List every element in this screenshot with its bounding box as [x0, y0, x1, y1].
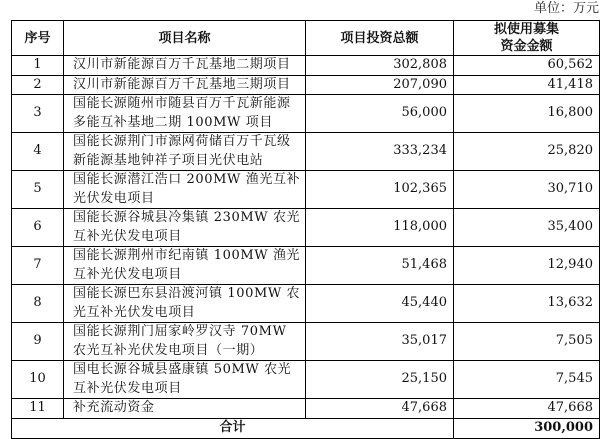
header-total-investment: 项目投资总额 [306, 21, 454, 56]
table-row [12, 171, 600, 209]
row-no: 3 [12, 95, 64, 133]
row-no: 10 [12, 361, 64, 399]
row-project-name: 汉川市新能源百万千瓦基地二期项目 [64, 56, 306, 76]
header-project-name: 项目名称 [64, 21, 306, 56]
row-total-investment: 35,017 [306, 323, 454, 361]
row-raised-funds: 60,562 [454, 56, 600, 76]
total-row [12, 418, 600, 438]
row-project-name: 国能长源荆门屈家岭罗汉寺 70MW 农光互补光伏发电项目（一期） [64, 323, 306, 361]
table-row [12, 247, 600, 285]
row-total-investment: 102,365 [306, 171, 454, 209]
header-raised-funds [454, 21, 600, 56]
row-total-investment: 47,668 [306, 399, 454, 419]
row-raised-funds: 25,820 [454, 133, 600, 171]
row-total-investment: 118,000 [306, 209, 454, 247]
row-total-investment: 56,000 [306, 95, 454, 133]
row-raised-funds: 30,710 [454, 171, 600, 209]
row-raised-funds: 7,505 [454, 323, 600, 361]
row-no: 5 [12, 171, 64, 209]
row-total-investment: 25,150 [306, 361, 454, 399]
row-raised-funds: 41,418 [454, 75, 600, 95]
table-row [12, 285, 600, 323]
row-project-name: 国能长源随州市随县百万千瓦新能源多能互补基地二期 100MW 项目 [64, 95, 306, 133]
row-raised-funds: 7,545 [454, 361, 600, 399]
row-total-investment: 333,234 [306, 133, 454, 171]
header-raised-funds-line1: 拟使用募集 [493, 22, 559, 37]
row-no: 8 [12, 285, 64, 323]
table-row [12, 56, 600, 76]
row-total-investment: 45,440 [306, 285, 454, 323]
row-total-investment: 207,090 [306, 75, 454, 95]
row-raised-funds: 47,668 [454, 399, 600, 419]
unit-label: 单位：万元 [533, 1, 599, 16]
row-total-investment: 302,808 [306, 56, 454, 76]
row-no: 11 [12, 399, 64, 419]
row-project-name: 国能长源荆州市纪南镇 100MW 渔光互补光伏发电项目 [64, 247, 306, 285]
table-row [12, 361, 600, 399]
row-no: 9 [12, 323, 64, 361]
row-raised-funds: 35,400 [454, 209, 600, 247]
header-no: 序号 [12, 21, 64, 56]
row-no: 6 [12, 209, 64, 247]
row-project-name: 国能长源谷城县冷集镇 230MW 农光互补光伏发电项目 [64, 209, 306, 247]
row-project-name: 国能长源潜江浩口 200MW 渔光互补光伏发电项目 [64, 171, 306, 209]
row-project-name: 汉川市新能源百万千瓦基地三期项目 [64, 75, 306, 95]
row-total-investment: 51,468 [306, 247, 454, 285]
header-raised-funds-line2: 资金金额 [500, 39, 553, 54]
total-raised-funds: 300,000 [454, 418, 600, 438]
row-project-name: 补充流动资金 [64, 399, 306, 419]
table-row [12, 399, 600, 419]
row-raised-funds: 12,940 [454, 247, 600, 285]
total-label: 合计 [12, 418, 454, 438]
row-no: 4 [12, 133, 64, 171]
row-no: 2 [12, 75, 64, 95]
table-row [12, 133, 600, 171]
table-row [12, 209, 600, 247]
row-project-name: 国能长源荆门市源网荷储百万千瓦级新能源基地钟祥子项目光伏电站 [64, 133, 306, 171]
row-no: 7 [12, 247, 64, 285]
table-row [12, 95, 600, 133]
row-project-name: 国能长源巴东县沿渡河镇 100MW 农光互补光伏发电项目 [64, 285, 306, 323]
row-raised-funds: 16,800 [454, 95, 600, 133]
table-header-row [12, 21, 600, 56]
row-no: 1 [12, 56, 64, 76]
table-row [12, 323, 600, 361]
row-raised-funds: 13,632 [454, 285, 600, 323]
table-row [12, 75, 600, 95]
fund-use-table [11, 20, 600, 439]
row-project-name: 国电长源谷城县盛康镇 50MW 农光互补光伏发电项目 [64, 361, 306, 399]
